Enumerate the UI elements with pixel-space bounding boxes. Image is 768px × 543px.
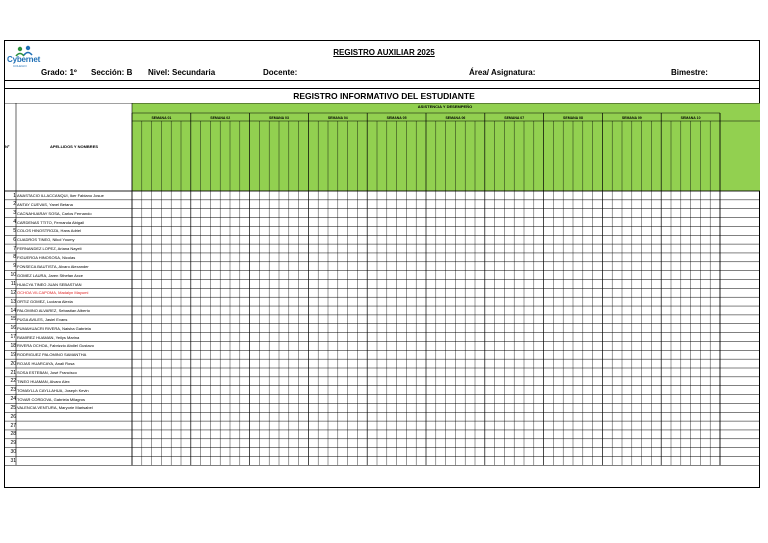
semana-header: SEMANA 02 <box>210 116 231 120</box>
student-name: PUMAHUACRI RIVERA, Naisha Gabriela <box>17 325 91 331</box>
student-name: CUADROS TINEO, Nikol Youmy <box>17 237 75 243</box>
student-name: GOMEZ LAURA, Jaren Sthefan Axce <box>17 272 84 278</box>
logo-subtext: COLEGIO <box>13 64 27 68</box>
row-number: 16 <box>10 325 16 332</box>
student-name: CACNAHUARAY SOSA, Carlos Fernando <box>17 210 92 216</box>
student-name: OCHOA VILCAPOMA, Madalyn Mayumi <box>17 290 89 296</box>
row-number: 15 <box>10 316 16 323</box>
row-number: 28 <box>10 431 16 438</box>
student-name: RIVERA OCHOA, Fabrizzio Abdiel Gustavo <box>17 343 94 349</box>
semana-header: SEMANA 06 <box>445 116 466 120</box>
student-name: TOVAR CORDOVA, Gabriela Milagros <box>17 396 86 402</box>
semana-header: SEMANA 03 <box>269 116 289 120</box>
row-number: 11 <box>10 281 16 287</box>
student-name: RAMIREZ HUAMAN, Yeilys Marina <box>17 334 80 340</box>
seccion-label: Sección: B <box>91 68 133 77</box>
student-name: ANASTACIO ILLACCANQUI, Iker Fabiano Josue <box>17 193 104 198</box>
student-name: FIGUEROA HINOSOSA, Nicolas <box>17 254 76 260</box>
student-name: TINEO HUAMAN, Alvaro Alex <box>17 378 70 384</box>
row-number: 2 <box>13 201 16 208</box>
row-number: 30 <box>10 449 16 456</box>
semana-header: SEMANA 07 <box>504 116 525 120</box>
row-number: 5 <box>13 227 16 234</box>
header-divider <box>4 80 760 81</box>
row-number: 1 <box>13 192 16 199</box>
section-subtitle: REGISTRO INFORMATIVO DEL ESTUDIANTE <box>293 91 475 101</box>
row-number: 13 <box>10 298 16 305</box>
student-name: HUACYA TINEO JUAN SEBASTIAN <box>17 281 82 287</box>
row-number: 18 <box>10 342 16 349</box>
student-name: PUGA AVILES, Jasiel Evans <box>17 316 68 322</box>
student-name: RODRIGUEZ PALOMINO SAMANTHA <box>17 352 87 358</box>
row-number: 10 <box>10 272 16 279</box>
student-name: FERNANDEZ LOPEZ, Ariana Nayeli <box>17 246 82 252</box>
area-label: Área/ Asignatura: <box>469 68 536 77</box>
bimestre-label: Bimestre: <box>671 68 708 77</box>
semana-header: SEMANA 04 <box>327 116 348 120</box>
subtitle-top-divider <box>4 88 760 89</box>
student-name: COLOS HINOSTROZA, Hans Adriel <box>17 228 82 234</box>
row-number: 31 <box>10 458 16 464</box>
semana-header: SEMANA 01 <box>151 116 172 120</box>
semana-header: SEMANA 08 <box>563 116 583 120</box>
page-title: REGISTRO AUXILIAR 2025 <box>333 48 435 57</box>
row-number: 25 <box>10 404 16 411</box>
student-name: CARDENAS TTITO, Fernanda Abigail <box>17 219 84 225</box>
student-name: VALENCIA VENTURA, Maryorie Marisabel <box>17 405 93 411</box>
semana-header: SEMANA 10 <box>680 116 701 120</box>
row-number: 21 <box>10 369 16 376</box>
nivel-label: Nivel: Secundaria <box>148 68 216 77</box>
row-number: 29 <box>10 440 16 447</box>
semana-header: SEMANA 09 <box>621 116 642 120</box>
number-column-header: Nº <box>5 144 10 149</box>
row-number: 9 <box>13 263 16 270</box>
row-number: 7 <box>13 245 16 252</box>
row-number: 8 <box>13 254 16 261</box>
row-number: 20 <box>10 360 16 367</box>
row-number: 23 <box>10 387 16 394</box>
row-number: 4 <box>13 219 16 226</box>
row-number: 27 <box>10 422 16 429</box>
name-column-header: APELLIDOS Y NOMBRES <box>49 144 99 149</box>
row-number: 24 <box>10 396 16 403</box>
student-name: PALOMINO ALVAREZ, Sebastian Alberto <box>17 308 90 314</box>
student-name: TOMAYLLA CAYLLAHUA, Joseph Kevin <box>17 387 89 393</box>
row-number: 12 <box>10 289 16 296</box>
row-number: 17 <box>10 334 16 341</box>
student-name: FONSECA BAUTISTA, Alvaro Alexander <box>17 263 89 269</box>
student-name: ANTAY CUEVAS, Yanel Betana <box>17 201 73 207</box>
row-number: 22 <box>10 378 16 385</box>
row-number: 6 <box>13 236 16 243</box>
student-name: ROJAS HUARCAYA, Anali Rosa <box>17 361 75 367</box>
logo-text: Cybernet <box>7 55 41 64</box>
student-name: SOSA ESTEBAN, José Francisco <box>17 370 77 375</box>
row-number: 19 <box>10 351 16 358</box>
grado-label: Grado: 1º <box>41 68 77 77</box>
row-number: 26 <box>10 413 16 420</box>
attendance-grid <box>4 103 760 489</box>
row-number: 14 <box>10 307 16 314</box>
student-name: ORTIZ GOMEZ, Luciana Alexia <box>17 299 73 305</box>
docente-label: Docente: <box>263 68 298 77</box>
asistencia-header: ASISTENCIA Y DESEMPEÑO <box>417 104 473 109</box>
semana-header: SEMANA 05 <box>386 116 407 120</box>
row-number: 3 <box>13 210 16 217</box>
